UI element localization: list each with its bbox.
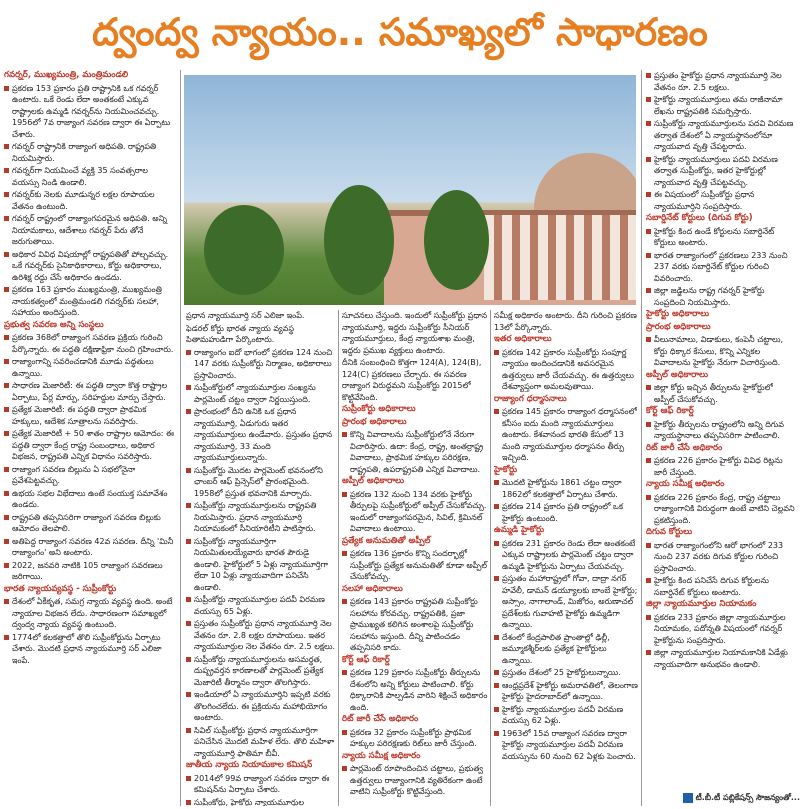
paragraph: సుప్రీంకోర్టు న్యాయమూర్తిగా నియమితులయ్యేవారు భారత పౌరుడై ఉండాలి. హైకోర్టులో 5 ఏళ్లు న్యాయమూర్తిగా లేదా 10 ఏళ్లు న్యాయవాదిగా పనిచేసి ఉండాలి. (186, 536, 336, 594)
paragraph: సమీక్ష అధికారం అంటారు. దీని గురించి ప్రకరణ 13లో పేర్కొన్నారు. (494, 311, 637, 332)
section-heading: రిట్ జారీ చేసే అధికారం (342, 714, 419, 724)
paragraph: ఉభయ సభల విభేదాలు ఉంటే సంయుక్త సమావేశం ఉండదు. (4, 488, 176, 511)
paragraph: సుప్రీంకోర్టులో న్యాయమూర్తుల సంఖ్యను పార్లమెంట్ చట్టం ద్వారా నిర్ణయిస్తుంది. (186, 382, 336, 405)
column-1 (4, 70, 176, 806)
photo-colonnade (484, 215, 636, 300)
photo-tree (424, 190, 489, 290)
paragraph: ప్రస్తుతం దేశంలో 25 హైకోర్టులున్నాయి. (494, 667, 638, 679)
paragraph: ఇండియాలో ఏ న్యాయమూర్తిని ఇప్పటి వరకు తొలగించలేదు. ఈ ప్రక్రియను మహాభియోగం అంటారు. (186, 689, 336, 724)
paragraph: సుప్రీంకోర్టు న్యాయమూర్తులను పదవి విరమణ తర్వాత దేశంలో ఏ న్యాయస్థానంలోనూ న్యాయవాద వృత్తి చేపట్టరాదు. (646, 118, 796, 153)
paragraph: సుప్రీంకోర్టు న్యాయమూర్తుల పదవీ విరమణ వయస్సు 65 ఏళ్లు. (186, 594, 336, 617)
paragraph: దీనికి సంబంధించి కొత్తగా 124(A), 124(B), 124(C) ప్రకరణలు చేర్చారు. ఈ సవరణ రాజ్యాంగ విరుద్ధమని సుప్రీంకోర్టు 2015లో కొట్టివేసింది. (342, 358, 482, 402)
paragraph: ప్రకరణ 226 ప్రకారం కేంద్ర, రాష్ట్ర చట్టాలు రాజ్యాంగానికి విరుద్ధంగా ఉంటే వాటిని చెల్లవని ప్రకటిస్తుంది. (646, 492, 796, 527)
column-3 (342, 310, 488, 806)
paragraph: 2014లో 99వ రాజ్యాంగ సవరణ ద్వారా ఈ కమిషన్‌ను ఏర్పాటు చేశారు. (186, 773, 336, 796)
paragraph: ప్రత్యేక మెజారిటీ: ఈ పద్ధతి ద్వారా ప్రాథమిక హక్కులు, ఆదేశిక సూత్రాలను సవరిస్తారు. (4, 404, 176, 427)
section-heading: కోర్ట్ ఆఫ్ రికార్డ్ (646, 406, 694, 416)
footer-credit (650, 789, 800, 807)
column-5 (646, 70, 796, 786)
paragraph: జిల్లా జడ్జిలను రాష్ట్ర గవర్నర్ హైకోర్టు సంప్రదించి నియమిస్తారు. (646, 285, 796, 308)
paragraph: దేశంలో ఏకీకృత, సమగ్ర న్యాయ వ్యవస్థ ఉంది. అంటే న్యాయాల విభజన లేదు. సాధారణంగా సమాఖ్యలో ద్వంద్వ న్యాయ వ్యవస్థ ఉంటుంది. (4, 596, 176, 631)
column-divider (490, 310, 491, 806)
paragraph: జిల్లా న్యాయమూర్తుల నియామకానికి ఏడేళ్లు న్యాయవాదిగా అనుభవం ఉండాలి. (646, 647, 796, 670)
paragraph: గవర్నర్‌గా నియమించే వ్యక్తి 35 సంవత్సరాల వయస్సు నిండి ఉండాలి. (4, 165, 176, 188)
paragraph: ప్రకరణ 136 ప్రకారం కొన్ని సందర్భాల్లో సుప్రీంకోర్టు ప్రత్యేక అనుమతితో కూడా అప్పీల్ చేసుకోవచ్చు. (342, 548, 488, 583)
photo-dome (534, 153, 636, 213)
supreme-court-photo (184, 75, 636, 305)
section-heading: ప్రభుత్వ సవరణ అన్ని సంస్థలు (4, 319, 104, 330)
paragraph: ప్రకరణ 132 నుంచి 134 వరకు హైకోర్టు తీర్పులపై సుప్రీంకోర్టులో అప్పీల్ చేసుకోవచ్చు. ఇందులో రాజ్యాంగపరమైన, సివిల్, క్రిమినల్ వివాదాలు ఉంటాయి. (342, 489, 488, 535)
paragraph: పార్లమెంట్ రూపొందించిన చట్టాలు, ప్రభుత్వ ఉత్తర్వులు రాజ్యాంగానికి వ్యతిరేకంగా ఉంటే వాటిని సుప్రీంకోర్టు కొట్టివేస్తుంది. (342, 763, 488, 798)
paragraph: ప్రకరణ 368లో రాజ్యాంగ సవరణ ప్రక్రియ గురించి పేర్కొన్నారు. ఈ పద్ధతి దక్షిణాఫ్రికా నుంచి గ్రహించారు. (4, 332, 176, 355)
paragraph: సాధారణ మెజారిటీ: ఈ పద్ధతి ద్వారా కొత్త రాష్ట్రాల ఏర్పాటు, పేర్ల మార్పు, సరిహద్దుల మార్పు చేస్తారు. (4, 380, 176, 403)
paragraph: రాష్ట్రపతి తప్పనిసరిగా రాజ్యాంగ సవరణ బిల్లుకు ఆమోదం తెలపాలి. (4, 512, 176, 535)
paragraph: అతిపెద్ద రాజ్యాంగ సవరణ 42వ సవరణ. దీన్ని 'మినీ రాజ్యాంగం' అని అంటారు. (4, 536, 176, 559)
paragraph: ప్రకరణ 153 ప్రకారం ప్రతి రాష్ట్రానికి ఒక గవర్నర్ ఉంటారు. ఒకే రెండు లేదా అంతకంటే ఎక్కువ రాష్ట్రాలకు ఉమ్మడి గవర్నర్‌ను నియమించవచ్చు. 1956లో 7వ రాజ్యాంగ సవరణ ద్వారా ఈ ఏర్పాటు చేశారు. (4, 83, 176, 141)
paragraph: భారత రాజ్యాంగంలో ప్రకరణలు 233 నుంచి 237 వరకు సబార్డినేట్ కోర్టుల గురించి వివరించారు. (646, 250, 796, 285)
paragraph: కొన్ని వివాదాలను సుప్రీంకోర్టులోనే నేరుగా విచారిస్తారు. ఉదా: కేంద్ర, రాష్ట్ర, అంతర్రాష్ట్ర వివాదాలు, ప్రాథమిక హక్కుల పరిరక్షణ, రాష్ట్రపతి, ఉపరాష్ట్రపతి ఎన్నిక వివాదాలు. (342, 429, 488, 475)
paragraph: సివిల్ సుప్రీంకోర్టు ప్రధాన న్యాయమూర్తిగా పనిచేసిన మొదటి మహిళ లేరు. తొలి మహిళా న్యాయమూర్తి ఫాతిమా బీవీ. (186, 725, 336, 760)
paragraph: గవర్నర్ రాష్ట్రంలో రాజ్యాంగపరమైన అధిపతి. అన్ని నియామకాలు, ఆదేశాలు గవర్నర్ పేరు తోనే జరుగుతాయి. (4, 213, 176, 248)
paragraph: ప్రకరణ 129 ప్రకారం సుప్రీంకోర్టు తీర్పులను దేశంలోని అన్ని కోర్టులు పాటించాలి. కోర్టు ధిక్కారానికి పాల్పడిన వారిని శిక్షించే అధికారం ఉంది. (342, 667, 488, 713)
footer-credit-text: టీ.బీ.టీ పబ్లికేషన్స్ సౌజన్యంతో... (695, 793, 800, 802)
paragraph: గవర్నర్ రాష్ట్రానికి రాజ్యాంగ అధిపతి. రాష్ట్రపతి నియమిస్తారు. (4, 141, 176, 164)
paragraph: ప్రారంభంలో దీని ఉనికి ఒక ప్రధాన న్యాయమూర్తి, ఏడుగురు ఇతర న్యాయమూర్తులు ఉండేవారు. ప్రస్తుతం ప్రధాన న్యాయమూర్తి, 33 మంది న్యాయమూర్తులున్నారు. (186, 406, 336, 464)
paragraph: ప్రకరణ 163 ప్రకారం ముఖ్యమంత్రి, ముఖ్యమంత్రి నాయకత్వంలో మంత్రిమండలి గవర్నర్‌కు సలహా, సహాయం అందిస్తుంది. (4, 284, 176, 319)
paragraph: హైకోర్టు న్యాయమూర్తులు తమ రాజీనామా లేఖను రాష్ట్రపతికి సమర్పిస్తారు. (646, 94, 796, 117)
section-heading: ప్రారంభ అధికారాలు (342, 416, 407, 427)
paragraph: మొదటి హైకోర్టును 1861 చట్టం ద్వారా 1862లో కలకత్తాలో ఏర్పాటు చేశారు. (494, 477, 638, 500)
paragraph: ఈ విషయంలో సుప్రీంకోర్టు ప్రధాన న్యాయమూర్తిని సంప్రదిస్తారు. (646, 189, 796, 212)
section-heading: అప్పీల్ అధికారాలు (342, 476, 405, 486)
paragraph: సుప్రీంకోర్టు న్యాయమూర్తులను అసమర్థత, దుష్ప్రవర్తన కారణాలతో పార్లమెంట్ ప్రత్యేక మెజారిటీ తీర్మానం ద్వారా తొలగిస్తారు. (186, 654, 336, 689)
paragraph: ప్రకరణ 226 ప్రకారం హైకోర్టు వివిధ రిట్లను జారీ చేస్తుంది. (646, 455, 796, 478)
section-heading: భారత న్యాయవ్యవస్థ - సుప్రీంకోర్టు (4, 583, 117, 594)
paragraph: రాజ్యాంగం ఐదో భాగంలో ప్రకరణ 124 నుంచి 147 వరకు సుప్రీంకోర్టు నిర్మాణం, అధికారాలు ప్రస్తావించారు. (186, 347, 336, 382)
paragraph: ప్రకరణ 32 ప్రకారం సుప్రీంకోర్టు ప్రాథమిక హక్కుల పరిరక్షణకు రిట్‌లు జారీ చేస్తుంది. (342, 727, 488, 750)
column-2 (186, 310, 336, 806)
column-divider (180, 70, 181, 806)
photo-tree (324, 185, 394, 295)
publisher-logo-icon (683, 793, 693, 803)
section-heading: జిల్లా న్యాయమూర్తుల నియామకం (646, 599, 757, 609)
paragraph: సుప్రీంకోర్టు మొదట పార్లమెంట్ భవనంలోని ఛాంబర్ ఆఫ్ ప్రిన్సెస్‌లో ప్రారంభమైంది. 1958లో ప్రస్తుత భవనానికి మార్చారు. (186, 465, 336, 500)
paragraph: సూచనలు చేస్తుంది. ఇందులో సుప్రీంకోర్టు ప్రధాన న్యాయమూర్తి, ఇద్దరు సుప్రీంకోర్టు సీనియర్ న్యాయమూర్తులు, కేంద్ర న్యాయశాఖ మంత్రి, ఇద్దరు ప్రముఖ వ్యక్తులు ఉంటారు. (342, 311, 488, 355)
section-heading: హైకోర్టు అధికారాలు (646, 309, 710, 319)
paragraph: ప్రస్తుతం హైకోర్టు ప్రధాన న్యాయమూర్తి నెల వేతనం రూ. 2.5 లక్షలు. (646, 70, 796, 93)
section-heading: ఉమ్మడి హైకోర్టు (494, 525, 545, 535)
section-heading: కోర్ట్ ఆఫ్ రికార్డ్ (342, 654, 390, 665)
section-heading: సబార్డినేట్ కోర్టులు (దిగువ కోర్టు) (646, 213, 753, 223)
section-heading: ప్రత్యేక అనుమతితో అప్పీల్ (342, 535, 431, 546)
section-heading: గవర్నర్, ముఖ్యమంత్రి, మంత్రిమండలి (4, 70, 129, 80)
column-divider (641, 70, 642, 806)
paragraph: హైకోర్టు తీర్పులను రాష్ట్రంలోని అన్ని దిగువ న్యాయస్థానాలు తప్పనిసరిగా పాటించాలి. (646, 419, 796, 442)
paragraph: ఫెడరల్ కోర్టు భారత న్యాయ వ్యవస్థ పితామహుడిగా పేర్కొంటారు. (186, 323, 294, 344)
paragraph: రాజ్యాంగాన్ని సవరించడానికి మూడు పద్ధతులు ఉన్నాయి. (4, 356, 176, 379)
paragraph: ప్రస్తుతం మహారాష్ట్రలో గోవా, దాద్రా నగర్ హవేలీ, డామన్ డయ్యూలకు బాంబే హైకోర్టు; అస్సాం, నాగాలాండ్, మిజోరం, అరుణాచల్ ప్రదేశ్‌లకు గువాహటి హైకోర్టు ఉమ్మడిగా ఉన్నాయి. (494, 573, 638, 631)
paragraph: భారత రాజ్యాంగంలోని ఆరో భాగంలో 233 నుంచి 237 వరకు దిగువ కోర్టుల గురించి ప్రస్తావించారు. (646, 540, 796, 575)
paragraph: 1963లో 15వ రాజ్యాంగ సవరణ ద్వారా హైకోర్టు న్యాయమూర్తుల పదవీ విరమణ వయస్సును 60 నుంచి 62 ఏళ్లకు పెంచారు. (494, 728, 638, 763)
paragraph: ప్రకరణ 145 ప్రకారం రాజ్యాంగ ధర్మాసనంలో కనీసం ఐదు మంది న్యాయమూర్తులు ఉంటారు. కేశవానంద భారతి కేసులో 13 మంది న్యాయమూర్తుల ధర్మాసనం తీర్పు ఇచ్చింది. (494, 406, 638, 464)
section-heading: రాజ్యాంగ ధర్మాసనాలు (494, 393, 567, 404)
paragraph: వీలునామాలు, విడాకులు, కంపెనీ చట్టాలు, కోర్టు ధిక్కార కేసులు, కొన్ని ఎన్నికల వివాదాలను హైకోర్టు నేరుగా విచారిస్తుంది. (646, 334, 796, 369)
paragraph: ఆంధ్రప్రదేశ్ హైకోర్టు అమరావతిలో, తెలంగాణ హైకోర్టు హైదరాబాద్‌లో ఉన్నాయి. (494, 680, 638, 703)
section-heading: దిగువ కోర్టులు (646, 527, 693, 537)
paragraph: ప్రకరణ 233 ప్రకారం జిల్లా న్యాయమూర్తుల నియామకం, పదోన్నతి విషయంలో గవర్నర్ హైకోర్టును సంప్రదిస్తారు. (646, 612, 796, 647)
paragraph: రాజ్యాంగ సవరణ బిల్లును ఏ సభలోనైనా ప్రవేశపెట్టవచ్చు. (4, 464, 176, 487)
section-heading: ప్రారంభ అధికారాలు (646, 321, 711, 332)
page-headline: ద్వంద్వ న్యాయం.. సమాఖ్యలో సాధారణం (92, 10, 708, 54)
paragraph: ప్రస్తుతం సుప్రీంకోర్టు ప్రధాన న్యాయమూర్తి నెల వేతనం రూ. 2.8 లక్షల రూపాయలు. ఇతర న్యాయమూర్తుల నెల వేతనం రూ. 2.5 లక్షలు. (186, 618, 336, 653)
paragraph: హైకోర్టు కింద ఉండే కోర్టులను సబార్డినేట్ కోర్టులు అంటారు. (646, 226, 796, 249)
section-heading: జాతీయ న్యాయ నియామకాల కమిషన్ (186, 760, 313, 770)
column-divider (338, 310, 339, 806)
paragraph: ప్రకరణ 214 ప్రకారం ప్రతి రాష్ట్రంలో ఒక హైకోర్టు ఉంటుంది. (494, 501, 638, 524)
section-heading: హైకోర్టు (494, 464, 518, 475)
section-heading: అప్పీల్ అధికారాలు (646, 369, 709, 380)
paragraph: ప్రత్యేక మెజారిటీ + 50 శాతం రాష్ట్రాల ఆమోదం: ఈ పద్ధతి ద్వారా కేంద్ర రాష్ట్ర సంబంధాలు, అధికార విభజన, రాష్ట్రపతి ఎన్నిక విధానం సవరిస్తారు. (4, 428, 176, 463)
section-heading: ఇతర అధికారాలు (494, 334, 552, 344)
paragraph: గవర్నర్‌కు నెలకు మూడున్నర లక్షల రూపాయల వేతనం ఉంటుంది. (4, 189, 176, 212)
section-heading: న్యాయ సమీక్ష అధికారం (342, 750, 421, 761)
paragraph: ప్రకరణ 231 ప్రకారం రెండు లేదా అంతకంటే ఎక్కువ రాష్ట్రాలకు పార్లమెంట్ చట్టం ద్వారా ఉమ్మడి హైకోర్టును ఏర్పాటు చేయవచ్చు. (494, 538, 638, 573)
paragraph: దేశంలో కేంద్రపాలిత ప్రాంతాల్లో ఢిల్లీ, జమ్మూకశ్మీర్‌లకు ప్రత్యేక హైకోర్టులు ఉన్నాయి. (494, 632, 638, 667)
column-4 (494, 310, 638, 806)
paragraph: ప్రధాన న్యాయమూర్తి సర్ ఎలిజా ఇంపే. (186, 311, 305, 320)
section-heading: సలహా అధికారాలు (342, 583, 403, 594)
paragraph: జిల్లా కోర్టు ఇచ్చిన తీర్పులను హైకోర్టులో అప్పీల్ చేసుకోవచ్చు. (646, 382, 796, 405)
section-heading: రిట్ జారీ చేసే అధికారం (646, 442, 723, 453)
paragraph: 2022, జనవరి నాటికి 105 రాజ్యాంగ సవరణలు జరిగాయి. (4, 560, 176, 583)
section-heading: సుప్రీంకోర్టు అధికారాలు (342, 404, 416, 414)
paragraph: 1774లో కలకత్తాలో తొలి సుప్రీంకోర్టును ఏర్పాటు చేశారు. మొదటి ప్రధాన న్యాయమూర్తి సర్ ఎలిజా ఇంపే. (4, 632, 176, 667)
paragraph: ప్రకరణ 143 ప్రకారం రాష్ట్రపతి సుప్రీంకోర్టు సలహాను కోరవచ్చు. రాష్ట్రపతికి, ప్రజా ప్రాముఖ్యత కలిగిన అంశాలపై సుప్రీంకోర్టు సలహాను ఇస్తుంది. దీన్ని పాటించడం తప్పనిసరి కాదు. (342, 596, 488, 654)
paragraph: సుప్రీంకోర్టు న్యాయమూర్తులను రాష్ట్రపతి నియమిస్తారు. ప్రధాన న్యాయమూర్తి నియామకంలో సీనియారిటీని పాటిస్తారు. (186, 500, 336, 535)
paragraph: హైకోర్టు న్యాయమూర్తులు పదవి విరమణ తర్వాత సుప్రీంకోర్టు, ఇతర హైకోర్టుల్లో న్యాయవాద వృత్తి చేపట్టవచ్చు. (646, 154, 796, 189)
paragraph: హైకోర్టు న్యాయమూర్తుల పదవీ విరమణ వయస్సు 62 ఏళ్లు. (494, 704, 638, 727)
photo-tree (204, 205, 284, 295)
paragraph: ప్రకరణ 142 ప్రకారం సుప్రీంకోర్టు సంపూర్ణ న్యాయం అందించడానికి అవసరమైన ఉత్తర్వులు జారీ చేయవచ్చు. ఈ ఉత్తర్వులు దేశవ్యాప్తంగా అమలవుతాయి. (494, 347, 638, 393)
paragraph: అధికార వివిధ విషయాల్లో రాష్ట్రపతితో పోల్చవచ్చు. ఒకే గవర్నర్‌కు సైనికాధికారాలు, కోర్టు అధికారాలు, ఉరిశిక్ష రద్దు చేసే అధికారం ఉండదు. (4, 249, 176, 284)
paragraph: హైకోర్టు కింద పనిచేసే దిగువ కోర్టులను సబార్డినేట్ కోర్టులు అంటారు. (646, 575, 796, 598)
paragraph: సుప్రీంకోర్టు, హైకోర్టు న్యాయమూర్తుల (186, 797, 336, 807)
section-heading: న్యాయ సమీక్ష అధికారం (646, 479, 725, 489)
